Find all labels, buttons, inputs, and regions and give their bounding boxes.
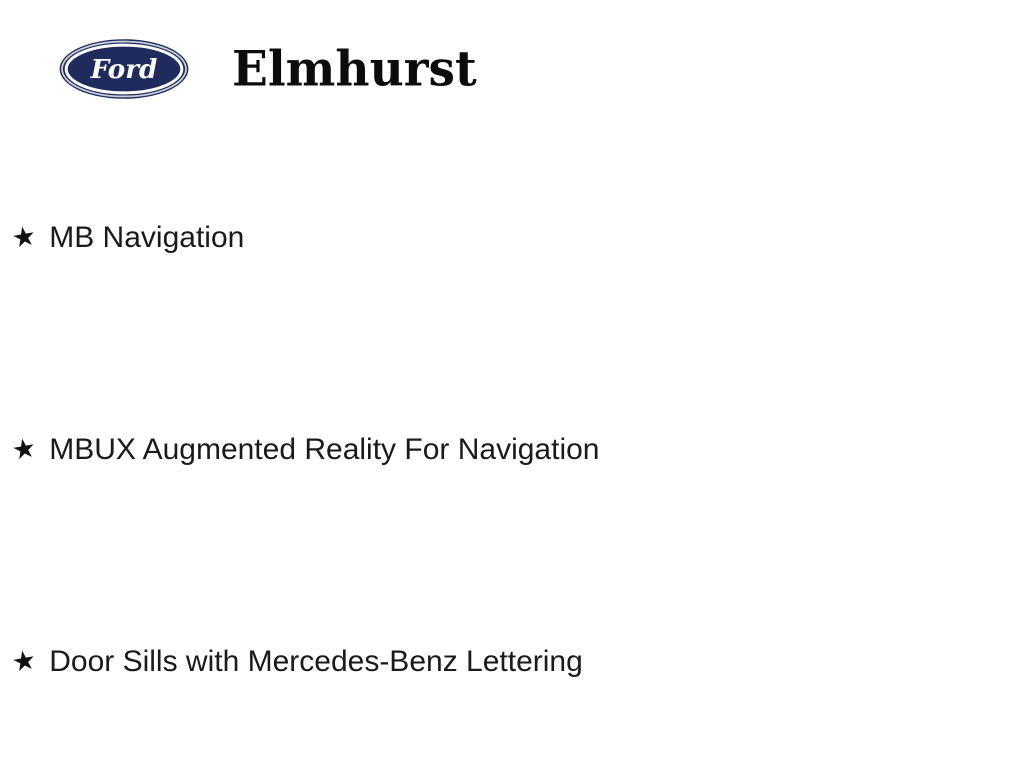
feature-item bbox=[9, 219, 245, 255]
feature-label: MB Navigation bbox=[49, 221, 245, 254]
dealer-logo bbox=[58, 38, 477, 100]
ford-logo-text: Ford bbox=[90, 53, 158, 85]
feature-label: Door Sills with Mercedes-Benz Lettering bbox=[49, 645, 583, 678]
dealer-wordmark: Elmhurst bbox=[232, 40, 477, 98]
feature-item bbox=[9, 431, 600, 467]
star-icon: ★ bbox=[9, 431, 39, 466]
feature-label: MBUX Augmented Reality For Navigation bbox=[49, 433, 600, 466]
star-icon: ★ bbox=[9, 219, 39, 254]
feature-item bbox=[9, 643, 583, 679]
star-icon: ★ bbox=[9, 643, 39, 678]
ford-logo-icon bbox=[58, 38, 190, 100]
